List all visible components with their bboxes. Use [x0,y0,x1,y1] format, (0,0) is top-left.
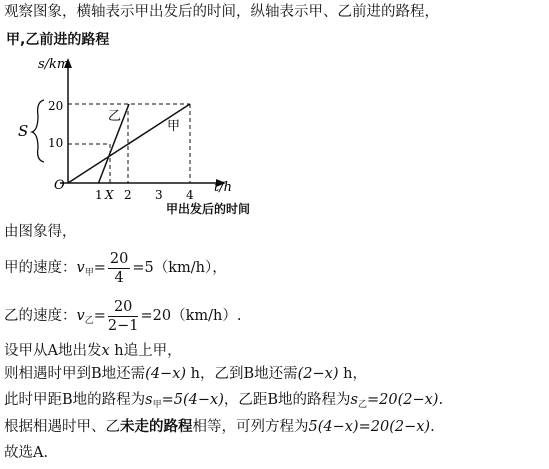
s-brace [32,100,44,162]
xtick-4: 4 [186,188,194,202]
s-brace-label: S [18,122,29,140]
graph-figure [0,26,270,216]
fraction-yi: $\frac{20}{2-1}$ [107,298,139,334]
xtick-3: 3 [155,188,163,202]
xaxis-caption-handwritten: 甲出发后的时间 [166,202,251,216]
xtick-1: 1 [95,188,103,202]
solution-line-1: 由图象得， [4,224,77,240]
label-yi: 乙 [108,109,122,124]
solution-line-6: 此时甲距B地的路程为$s_甲=5(4-x)$，乙距B地的路程为$s_乙=20(2-x)$. [4,392,444,410]
y-axis-label: s/km [38,57,70,72]
ytick-10: 10 [48,136,64,150]
xtick-x: X [105,188,114,202]
solution-line-3: 乙的速度：$v_乙=$ $\frac{20}{2-1}$ =20（km/h）. [4,298,242,334]
solution-line-5: 则相遇时甲到B地还需(4−x) h，乙到B地还需(2−x) h， [4,366,367,382]
solution-line-7: 根据相遇时甲、乙未走的路程相等，可列方程为5(4−x)=20(2−x). [4,418,435,435]
fraction-jia: $\frac{20}{4}$ [109,250,129,286]
intro-text: 观察图象，横轴表示甲出发后的时间，纵轴表示甲、乙前进的路程， [4,4,439,20]
x-axis-label: t/h [214,180,232,195]
figure-title-handwritten: 甲,乙前进的路程 [6,32,110,48]
series-line-jia [68,104,190,183]
xtick-2: 2 [124,188,132,202]
solution-line-8: 故选A. [4,445,49,461]
label-jia: 甲 [167,119,181,134]
ytick-20: 20 [48,99,64,113]
solution-line-4: 设甲从A地出发x h追上甲， [4,343,182,359]
origin-label: O [54,178,65,193]
solution-line-2: 甲的速度：$v_甲=$ $\frac{20}{4}$ =5（km/h）， [4,250,227,286]
